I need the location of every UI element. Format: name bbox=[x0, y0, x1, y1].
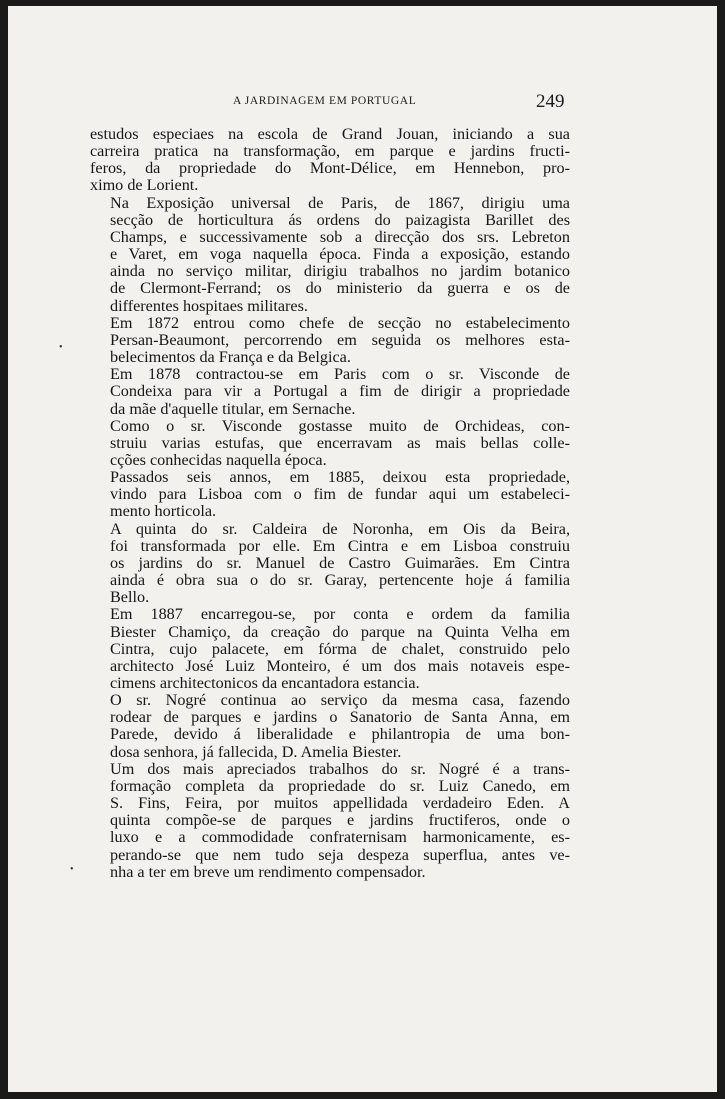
book-page bbox=[8, 6, 717, 1092]
text-line: S. Fins, Feira, por muitos appellidada verdadeiro Eden. A bbox=[110, 794, 570, 813]
text-line: e Varet, em voga naquella época. Finda a exposição, estando bbox=[110, 245, 570, 264]
text-line: differentes hospitaes militares. bbox=[110, 296, 308, 315]
text-line: nha a ter em breve um rendimento compensador. bbox=[110, 862, 426, 881]
text-line: dosa senhora, já fallecida, D. Amelia Biester. bbox=[110, 742, 402, 761]
text-line: Como o sr. Visconde gostasse muito de Orchideas, con- bbox=[110, 416, 570, 435]
text-line: carreira pratica na transformação, em parque e jardins fructi- bbox=[90, 142, 570, 161]
text-line: Em 1872 entrou como chefe de secção no estabelecimento bbox=[110, 313, 570, 332]
paragraph bbox=[90, 469, 570, 520]
paragraph bbox=[90, 126, 570, 195]
page-header bbox=[8, 91, 717, 116]
text-line: feros, da propriedade do Mont-Délice, em Hennebon, pro- bbox=[90, 159, 570, 178]
paragraph bbox=[90, 692, 570, 761]
text-line: de Clermont-Ferrand; os do ministerio da guerra e os de bbox=[110, 279, 570, 298]
text-line: rodear de parques e jardins o Sanatorio de Santa Anna, em bbox=[110, 708, 570, 727]
text-line: O sr. Nogré continua ao serviço da mesma casa, fazendo bbox=[110, 691, 570, 710]
text-line: os jardins do sr. Manuel de Castro Guimarães. Em Cintra bbox=[110, 553, 570, 572]
text-line: secção de horticultura ás ordens do paizagista Barillet des bbox=[110, 210, 570, 229]
page-number: 249 bbox=[536, 91, 565, 112]
text-line: perando-se que nem tudo seja despeza superflua, antes ve- bbox=[110, 845, 570, 864]
text-line: Em 1887 encarregou-se, por conta e ordem da familia bbox=[110, 605, 570, 624]
paragraph bbox=[90, 315, 570, 366]
margin-dot: • bbox=[70, 864, 74, 875]
text-line: cimens architectonicos da encantadora estancia. bbox=[110, 674, 420, 692]
text-line: Passados seis annos, em 1885, deixou esta propriedade, bbox=[110, 468, 570, 487]
text-line: mento horticola. bbox=[110, 502, 217, 521]
text-line: da mãe d'aquelle titular, em Sernache. bbox=[110, 399, 356, 418]
text-line: Biester Chamiço, da creação do parque na Quinta Velha em bbox=[110, 622, 570, 641]
text-line: ximo de Lorient. bbox=[90, 176, 199, 195]
text-line: Cintra, cujo palacete, em fórma de chalet, construido pelo bbox=[110, 639, 570, 658]
paragraph bbox=[90, 606, 570, 692]
text-line: Em 1878 contractou-se em Paris com o sr. Visconde de bbox=[110, 365, 570, 384]
text-line: quinta compõe-se de parques e jardins fructiferos, onde o bbox=[110, 811, 570, 830]
text-line: Um dos mais apreciados trabalhos do sr. Nogré é a trans- bbox=[110, 759, 570, 778]
text-line: A quinta do sr. Caldeira de Noronha, em Ois da Beira, bbox=[110, 519, 570, 538]
paragraph bbox=[90, 195, 570, 315]
paragraph bbox=[90, 521, 570, 607]
margin-dot: • bbox=[59, 342, 63, 353]
text-line: Parede, devido á liberalidade e philantropia de uma bon- bbox=[110, 725, 570, 744]
paragraph bbox=[90, 418, 570, 469]
text-line: Champs, e successivamente sob a direcção dos srs. Lebreton bbox=[110, 227, 570, 246]
text-line: belecimentos da França e da Belgica. bbox=[110, 348, 351, 367]
text-line: cções conhecidas naquella época. bbox=[110, 450, 327, 469]
paragraph bbox=[90, 366, 570, 417]
text-line: ainda no serviço militar, dirigiu trabalhos no jardim botanico bbox=[110, 262, 570, 281]
text-line: foi transformada por elle. Em Cintra e em Lisboa construiu bbox=[110, 536, 570, 555]
text-line: Condeixa para vir a Portugal a fim de dirigir a propriedade bbox=[110, 382, 570, 401]
text-line: luxo e a commodidade confraternisam harmonicamente, es- bbox=[110, 828, 570, 847]
text-line: formação completa da propriedade do sr. Luiz Canedo, em bbox=[110, 776, 570, 795]
paragraph bbox=[90, 761, 570, 881]
text-line: vindo para Lisboa com o fim de fundar aqui um estabeleci- bbox=[110, 485, 570, 504]
text-line: Bello. bbox=[110, 588, 150, 607]
body-text bbox=[90, 126, 570, 881]
text-line: estudos especiaes na escola de Grand Jouan, iniciando a sua bbox=[90, 125, 570, 143]
text-line: architecto José Luiz Monteiro, é um dos mais notaveis espe- bbox=[110, 656, 570, 675]
running-title: A JARDINAGEM EM PORTUGAL bbox=[233, 95, 417, 107]
text-line: struiu varias estufas, que encerravam as mais bellas colle- bbox=[110, 433, 570, 452]
text-line: Na Exposição universal de Paris, de 1867, dirigiu uma bbox=[110, 193, 570, 212]
text-line: ainda é obra sua o do sr. Garay, pertencente hoje á familia bbox=[110, 571, 570, 590]
text-line: Persan-Beaumont, percorrendo em seguida os melhores esta- bbox=[110, 330, 570, 349]
